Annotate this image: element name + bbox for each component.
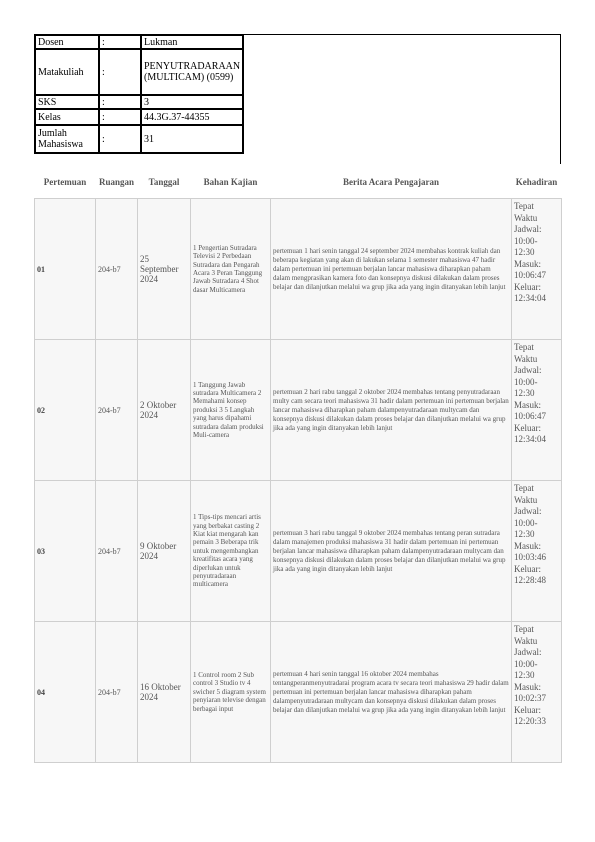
info-value: PENYUTRADARAAN (MULTICAM) (0599)	[141, 49, 243, 95]
berita-acara-cell: pertemuan 4 hari senin tanggal 16 oktober 2024 membahas tentangperanmenyutradarai program acara tv secara teori mahasiswa 29 hadir dalam pertemuan ini pertemuan berjalan lancar mahasiswa diharapkan paham dalampenyutradaraan multycam dan konsepnya diskusi dilakukan dalam proses belajar dan dilanjutkan melalui wa grup jika ada yang ingin ditanyakan lebih lanjut	[271, 622, 512, 763]
info-label: Kelas	[35, 109, 99, 125]
berita-acara-cell: pertemuan 1 hari senin tanggal 24 september 2024 membahas kontrak kuliah dan beberapa kegiatan yang akan di lakukan selama 1 semester mahasiswa 47 hadir dalam pertemuan ini pertemuan berjalan lancar mahasiswa diharapkan paham dalam mengprasikan kamera foto dan konsepnya diskusi dilakukan dalam proses belajar dan dilanjutkan melalui wa grup jika ada yang ingin ditanyakan lebih lanjut	[271, 199, 512, 340]
kehadiran-line: 10:00-	[514, 658, 538, 669]
info-label: Matakuliah	[35, 49, 99, 95]
kehadiran-line: Jadwal:	[514, 506, 542, 516]
kehadiran-line: Keluar:	[514, 563, 541, 574]
bahan-kajian-cell: 1 Pengertian Sutradara Televisi 2 Perbedaan Sutradara dan Pengarah Acara 3 Peran Tanggung Jawab Sutradara 4 Shot dasar Multicamera	[191, 199, 271, 340]
kehadiran-line: Keluar:	[514, 422, 541, 433]
table-row	[35, 340, 562, 481]
kehadiran-line: 10:00-	[514, 517, 538, 528]
kehadiran-line: Jadwal:	[514, 365, 542, 375]
header-kehadiran: Kehadiran	[512, 166, 562, 199]
kehadiran-line: 12:30	[514, 388, 535, 398]
kehadiran-line: Jadwal:	[514, 647, 542, 657]
table-row	[35, 622, 562, 763]
kehadiran-line: 10:06:47	[514, 411, 547, 421]
kehadiran-line: 12:34:04	[514, 434, 547, 444]
kehadiran-line: 10:02:37	[514, 693, 547, 703]
course-info-table	[34, 34, 244, 154]
kehadiran-line: Masuk:	[514, 399, 541, 410]
ruangan-cell: 204-b7	[96, 622, 138, 763]
table-header-row	[35, 166, 562, 199]
page-frame-top	[238, 34, 561, 35]
kehadiran-line: 12:20:33	[514, 716, 547, 726]
bahan-kajian-cell: 1 Tips-tips mencari artis yang berbakat casting 2 Kiat kiat mengarah kan pemain 3 Beberapa trik untuk mengembangkan kreatifitas acara yang diperlukan untuk penyutradaraan multicamera	[191, 481, 271, 622]
kehadiran-line: Tepat	[514, 201, 534, 211]
info-separator: :	[99, 95, 141, 109]
header-pertemuan: Pertemuan	[35, 166, 96, 199]
pertemuan-cell: 02	[35, 340, 96, 481]
kehadiran-line: Waktu	[514, 353, 538, 364]
kehadiran-line: 10:06:47	[514, 270, 547, 280]
pertemuan-cell: 03	[35, 481, 96, 622]
tanggal-cell: 25 September 2024	[138, 199, 191, 340]
info-value: 44.3G.37-44355	[141, 109, 243, 125]
bahan-kajian-cell: 1 Control room 2 Sub control 3 Studio tv 4 swicher 5 diagram system penyiaran televise dengan berbagai input	[191, 622, 271, 763]
info-label: Dosen	[35, 35, 99, 49]
ruangan-cell: 204-b7	[96, 481, 138, 622]
berita-acara-cell: pertemuan 2 hari rabu tanggal 2 oktober 2024 membahas tentang penyutradaraan multy cam secara teori mahasiswa 31 hadir dalam pertemuan ini pertemuan berjalan lancar mahasiswa diharapkan paham dalampenyutradaraan multycam dan konsepnya diskusi dilakukan dalam proses belajar dan dilanjutkan melalui wa grup jika ada yang ingin ditanyakan lebih lanjut	[271, 340, 512, 481]
info-label: SKS	[35, 95, 99, 109]
header-tanggal: Tanggal	[138, 166, 191, 199]
kehadiran-cell	[512, 199, 562, 340]
info-row-kelas	[35, 109, 243, 125]
header-bahan-kajian: Bahan Kajian	[191, 166, 271, 199]
kehadiran-line: Masuk:	[514, 681, 541, 692]
header-berita-acara: Berita Acara Pengajaran	[271, 166, 512, 199]
tanggal-cell: 16 Oktober 2024	[138, 622, 191, 763]
info-label: Jumlah Mahasiswa	[35, 125, 99, 153]
info-value: 31	[141, 125, 243, 153]
kehadiran-cell	[512, 340, 562, 481]
kehadiran-line: Tepat	[514, 483, 534, 493]
info-separator: :	[99, 125, 141, 153]
info-row-jumlah	[35, 125, 243, 153]
info-value: 3	[141, 95, 243, 109]
kehadiran-line: 10:00-	[514, 235, 538, 246]
ruangan-cell: 204-b7	[96, 340, 138, 481]
page-frame-right	[560, 34, 561, 164]
kehadiran-line: 12:28:48	[514, 575, 547, 585]
table-row	[35, 199, 562, 340]
kehadiran-line: Keluar:	[514, 704, 541, 715]
ruangan-cell: 204-b7	[96, 199, 138, 340]
kehadiran-line: 10:03:46	[514, 552, 547, 562]
info-row-dosen	[35, 35, 243, 49]
kehadiran-line: Waktu	[514, 494, 538, 505]
table-row	[35, 481, 562, 622]
tanggal-cell: 9 Oktober 2024	[138, 481, 191, 622]
info-separator: :	[99, 109, 141, 125]
bahan-kajian-cell: 1 Tanggung Jawab sutradara Multicamera 2 Memahami konsep produksi 3 5 Langkah yang harus dipahami sutradara dalam produksi Muli-camera	[191, 340, 271, 481]
info-separator: :	[99, 49, 141, 95]
kehadiran-line: 12:30	[514, 670, 535, 680]
info-row-sks	[35, 95, 243, 109]
info-separator: :	[99, 35, 141, 49]
kehadiran-cell	[512, 481, 562, 622]
header-ruangan: Ruangan	[96, 166, 138, 199]
kehadiran-line: Tepat	[514, 624, 534, 634]
berita-acara-cell: pertemuan 3 hari rabu tanggal 9 oktober 2024 membahas tentang peran sutradara dalam manajemen produksi mahasiswa 31 hadir dalam pertemuan ini pertemuan berjalan lancar mahasiswa diharapkan paham dalampenyutradaraan multycam dan konsepnya diskusi dilakukan dalam proses belajar dan dilanjutkan melalui wa grup jika ada yang ingin ditanyakan lebih lanjut	[271, 481, 512, 622]
info-row-matakuliah	[35, 49, 243, 95]
kehadiran-line: Waktu	[514, 635, 538, 646]
kehadiran-line: 12:30	[514, 247, 535, 257]
tanggal-cell: 2 Oktober 2024	[138, 340, 191, 481]
kehadiran-line: Keluar:	[514, 281, 541, 292]
kehadiran-line: 10:00-	[514, 376, 538, 387]
kehadiran-line: Waktu	[514, 212, 538, 223]
kehadiran-line: 12:34:04	[514, 293, 547, 303]
kehadiran-line: 12:30	[514, 529, 535, 539]
kehadiran-line: Masuk:	[514, 540, 541, 551]
kehadiran-line: Masuk:	[514, 258, 541, 269]
kehadiran-cell	[512, 622, 562, 763]
pertemuan-cell: 01	[35, 199, 96, 340]
attendance-log-table	[34, 166, 562, 763]
info-value: Lukman	[141, 35, 243, 49]
kehadiran-line: Tepat	[514, 342, 534, 352]
kehadiran-line: Jadwal:	[514, 224, 542, 234]
pertemuan-cell: 04	[35, 622, 96, 763]
